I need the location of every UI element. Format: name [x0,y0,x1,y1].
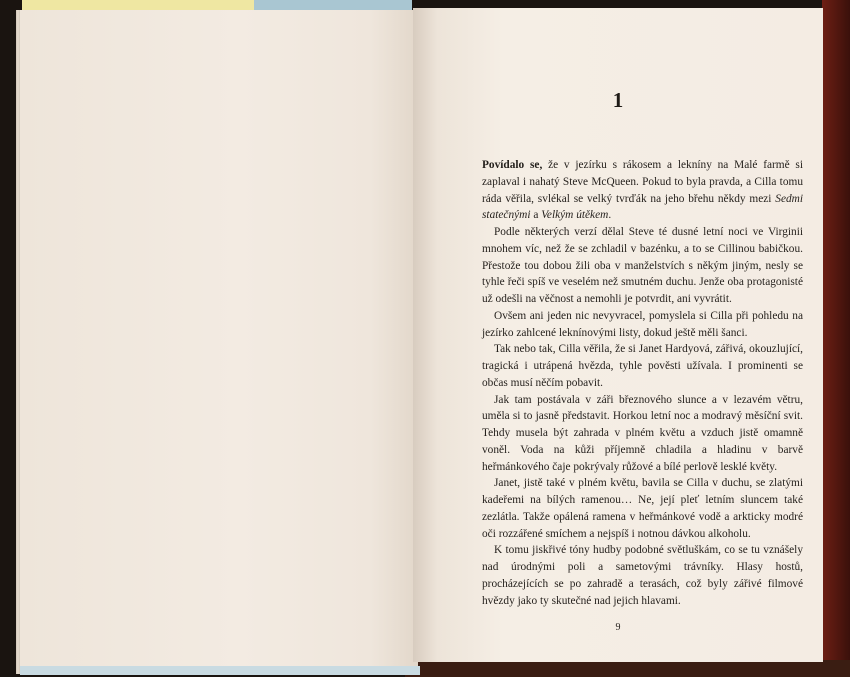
paragraph-1 [482,157,803,224]
paragraph-2: Podle některých verzí dělal Steve té dusné letní noci ve Virginii mnohem víc, než že se zchladil v bazénku, a to se Cillinou babičkou. Přestože tou dobou žili oba v manželstvích s někým jiným, nesly se tyhle řeči spíš ve veselém než smutném duchu. Jenže oba protagonisté už odešli na věčnost a nemohli je potvrdit, ani vyvrátit. [482,226,803,305]
movie-title-1: Sedmi statečnými [482,192,803,222]
chapter-body [482,157,803,609]
movie-title-2: Velkým útěkem [541,209,609,222]
left-page-cover-strip [20,666,420,675]
book-cover-edge [822,0,850,677]
right-page [413,8,823,662]
paragraph-7: K tomu jiskřivé tóny hudby podobné světluškám, co se tu vznášely nad úrodnými poli a sametovými trávníky. Hlasy hostů, procházejících se po zahradě a terasách, což byly zářivé filmové hvězdy jako ty skutečné nad jejich hlavami. [482,544,803,607]
page-number: 9 [615,622,621,633]
book-bottom-edge [405,660,850,677]
paragraph-1-mid: a [530,209,542,222]
chapter-number: 1 [612,88,624,112]
left-page-blank [16,10,418,674]
paragraph-6: Janet, jistě také v plném květu, bavila se Cilla v duchu, se zlatými kadeřemi na bílých ramenou… Ne, její pleť letním sluncem také zezlátla. Takže opálená ramena v heřmánkové vodě a arkticky modré oči rozzářené smíchem a nejspíš i notnou dávkou alkoholu. [482,477,803,540]
paragraph-5: Jak tam postávala v záři březnového slunce a v lezavém větru, uměla si to jasně představit. Horkou letní noc a modravý měsíční svit. Tehdy musela být zahrada v plném květu a vzduch jistě omamně voněl. Voda na kůži příjemně chladila a hladinu v barvě heřmánkového čaje pokrývaly růžové a bílé perlově lesklé květy. [482,393,803,473]
paragraph-3: Ovšem ani jeden nic nevyvracel, pomyslela si Cilla při pohledu na jezírko zahlcené leknínovými listy, dokud ještě měli šanci. [482,309,803,339]
paragraph-lead: Povídalo se, [482,159,543,171]
paragraph-1-text: že v jezírku s rákosem a lekníny na Malé farmě si zaplaval i nahatý Steve McQueen. Pokud to byla pravda, a Cilla tomu ráda věřila, svlékal se velký tvrďák na jeho břehu někdy mezi [482,159,803,205]
paragraph-1-end: . [608,209,612,222]
paragraph-4: Tak nebo tak, Cilla věřila, že si Janet Hardyová, zářivá, okouzlující, tragická i utrápená hvězda, tyhle pověsti užívala. I prominenti se občas musí něčím pobavit. [482,343,803,389]
